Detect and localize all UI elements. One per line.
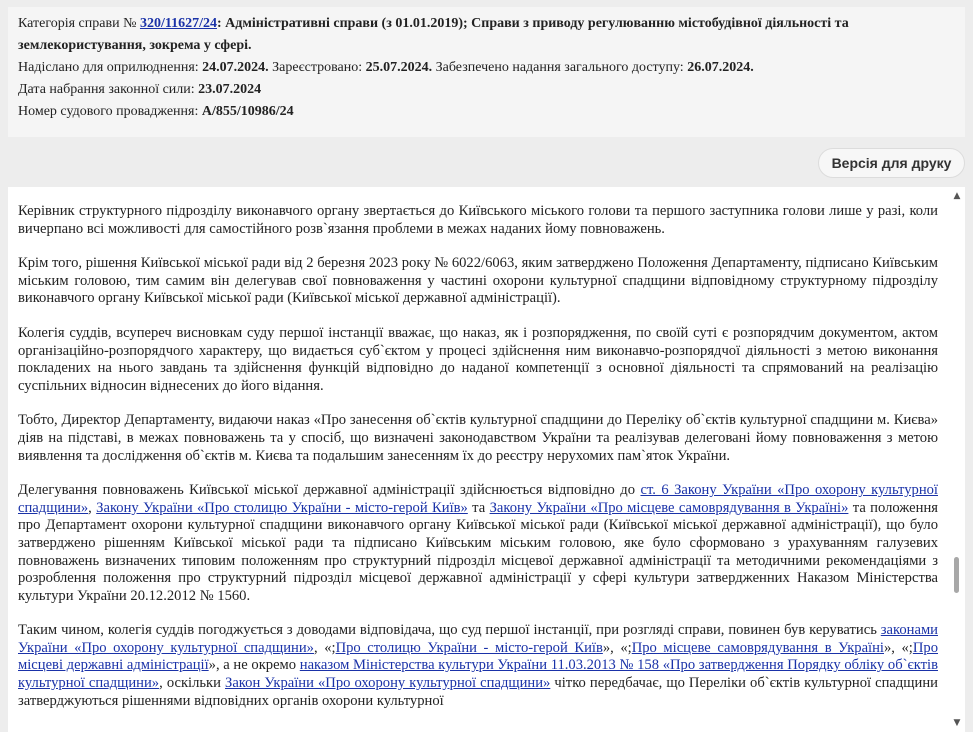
vertical-scrollbar[interactable] bbox=[949, 187, 965, 732]
paragraph-6-text: », а не окремо bbox=[208, 657, 300, 674]
paragraph-6-text: », «; bbox=[883, 639, 913, 656]
law-link[interactable]: Про місцеве самоврядування в Україні bbox=[631, 639, 884, 656]
paragraph-3: Колегія суддів, всупереч висновкам суду першої інстанції вважає, що наказ, як і розпорядження, по своїй суті є розпорядчим документом, актом організаційно-розпорядчого характеру, що видається суб`єктом у процесі здійснення ним виконавчо-розпорядчої діяльності з метою виконання покладених на нього завдань та здійснення функцій відповідно до наданої компетенції з основної діяльності та спрямований на реалізацію суспільних відносин віднесених до його відання. bbox=[18, 324, 938, 394]
proceeding-number: А/855/10986/24 bbox=[201, 104, 294, 119]
law-link[interactable]: законами України «Про охорону культурної спадщини» bbox=[18, 622, 938, 656]
paragraph-6-text: Таким чином, колегія суддів погоджується з доводами відповідача, що суд першої інстанції, при розгляді справи, повинен був керуватись bbox=[18, 622, 881, 639]
order-link[interactable]: наказом Міністерства культури України 11.03.2013 № 158 «Про затвердження Порядку обліку об`єктів культурної спадщини» bbox=[18, 657, 938, 692]
scrollbar-thumb[interactable] bbox=[954, 557, 959, 593]
paragraph-5-text: та положення про Департамент охорони культурної спадщини виконавчого органу Київської міської ради (Київської міської державної адміністрації), що було затверджено рішенням Київської міської ради та підписано Київським міським головою, яке було сформовано з урахуванням галузевих повноважень визначених типовим положенням про структурний підрозділ місцевої державної адміністрації та методичними рекомендаціями з розроблення положення про структурний підрозділ місцевої державної адміністрації у сфері культури затвердженних Наказом Міністерства культури України 20.12.2012 № 1560. bbox=[18, 499, 938, 604]
proceeding-row bbox=[18, 101, 955, 123]
paragraph-6-text: , «; bbox=[313, 639, 336, 656]
scroll-down-arrow-icon[interactable]: ▼ bbox=[953, 718, 961, 728]
registered-date: 25.07.2024. bbox=[365, 60, 433, 75]
paragraph-6-text: чітко передбачає, що Переліки об`єктів культурної спадщини затверджуються рішеннями відповідних органів охорони культурної bbox=[18, 675, 938, 709]
access-date: 26.07.2024. bbox=[687, 60, 754, 75]
paragraph-6 bbox=[18, 622, 938, 710]
category-label: Категорія справи № bbox=[18, 16, 137, 31]
sent-label: Надіслано для оприлюднення: bbox=[18, 60, 199, 75]
effective-label: Дата набрання законної сили: bbox=[18, 82, 195, 97]
paragraph-6-text: », «; bbox=[602, 639, 632, 656]
paragraph-1: Керівник структурного підрозділу виконавчого органу звертається до Київського міського голови та першого заступника голови лише у разі, коли вичерпано всі можливості для самостійного розв`язання проблеми в межах наданих йому повноважень. bbox=[18, 203, 938, 237]
proceeding-label: Номер судового провадження: bbox=[18, 104, 199, 119]
law-link[interactable]: Закону України «Про столицю України - місто-герой Київ» bbox=[96, 499, 468, 516]
category-text-2: землекористування, зокрема у сфері. bbox=[18, 38, 252, 53]
document-content bbox=[18, 203, 938, 727]
effective-date-row bbox=[18, 79, 955, 101]
paragraph-5-text: та bbox=[467, 499, 490, 516]
case-category-row bbox=[18, 13, 955, 35]
access-label: Забезпечено надання загального доступу: bbox=[435, 60, 684, 75]
paragraph-5-text: , bbox=[88, 499, 97, 516]
law-link[interactable]: Закону України «Про місцеве самоврядування в Україні» bbox=[489, 499, 849, 516]
case-info-panel bbox=[8, 7, 965, 137]
case-number-link[interactable]: 320/11627/24 bbox=[139, 16, 217, 31]
paragraph-5 bbox=[18, 482, 938, 605]
paragraph-2: Крім того, рішення Київської міської ради від 2 березня 2023 року № 6022/6063, яким затверджено Положення Департаменту, підписано Київським міським головою, тим самим він делегував свої повноваження у частині охорони культурної спадщини відповідному структурному підрозділу виконавчого органу Київської міської ради (Київської міської державної адміністрації). bbox=[18, 255, 938, 307]
registered-label: Зареєстровано: bbox=[272, 60, 363, 75]
sent-date: 24.07.2024. bbox=[202, 60, 269, 75]
law-link[interactable]: Закон України «Про охорону культурної спадщини» bbox=[225, 675, 551, 692]
scroll-up-arrow-icon[interactable]: ▲ bbox=[953, 191, 961, 201]
category-text: : Адміністративні справи (з 01.01.2019); Справи з приводу регулюванню містобудівної діяльності та bbox=[216, 16, 849, 31]
effective-date: 23.07.2024 bbox=[198, 82, 262, 97]
law-link[interactable]: Про столицю України - місто-герой Київ bbox=[335, 639, 603, 656]
paragraph-4: Тобто, Директор Департаменту, видаючи наказ «Про занесення об`єктів культурної спадщини до Переліку об`єктів культурної спадщини м. Києва» діяв на підставі, в межах повноважень та у спосіб, що визначені законодавством України та реалізував делеговані йому повноваження з метою виявлення та дослідження об`єктів м. Києва та подальшим занесенням їх до реєстру нерухомих пам`яток України. bbox=[18, 412, 938, 464]
dates-row bbox=[18, 57, 955, 79]
document-text-area[interactable] bbox=[8, 187, 965, 732]
law-link[interactable]: ст. 6 Закону України «Про охорону культурної спадщини» bbox=[18, 482, 938, 516]
law-link[interactable]: Про місцеві державні адміністрації bbox=[18, 639, 938, 674]
print-version-button[interactable]: Версія для друку bbox=[818, 148, 965, 178]
paragraph-5-text: Делегування повноважень Київської міської державної адміністрації здійснюється відповідно до bbox=[18, 482, 641, 499]
paragraph-6-text: , оскільки bbox=[159, 675, 226, 692]
case-category-row-2 bbox=[18, 35, 955, 57]
